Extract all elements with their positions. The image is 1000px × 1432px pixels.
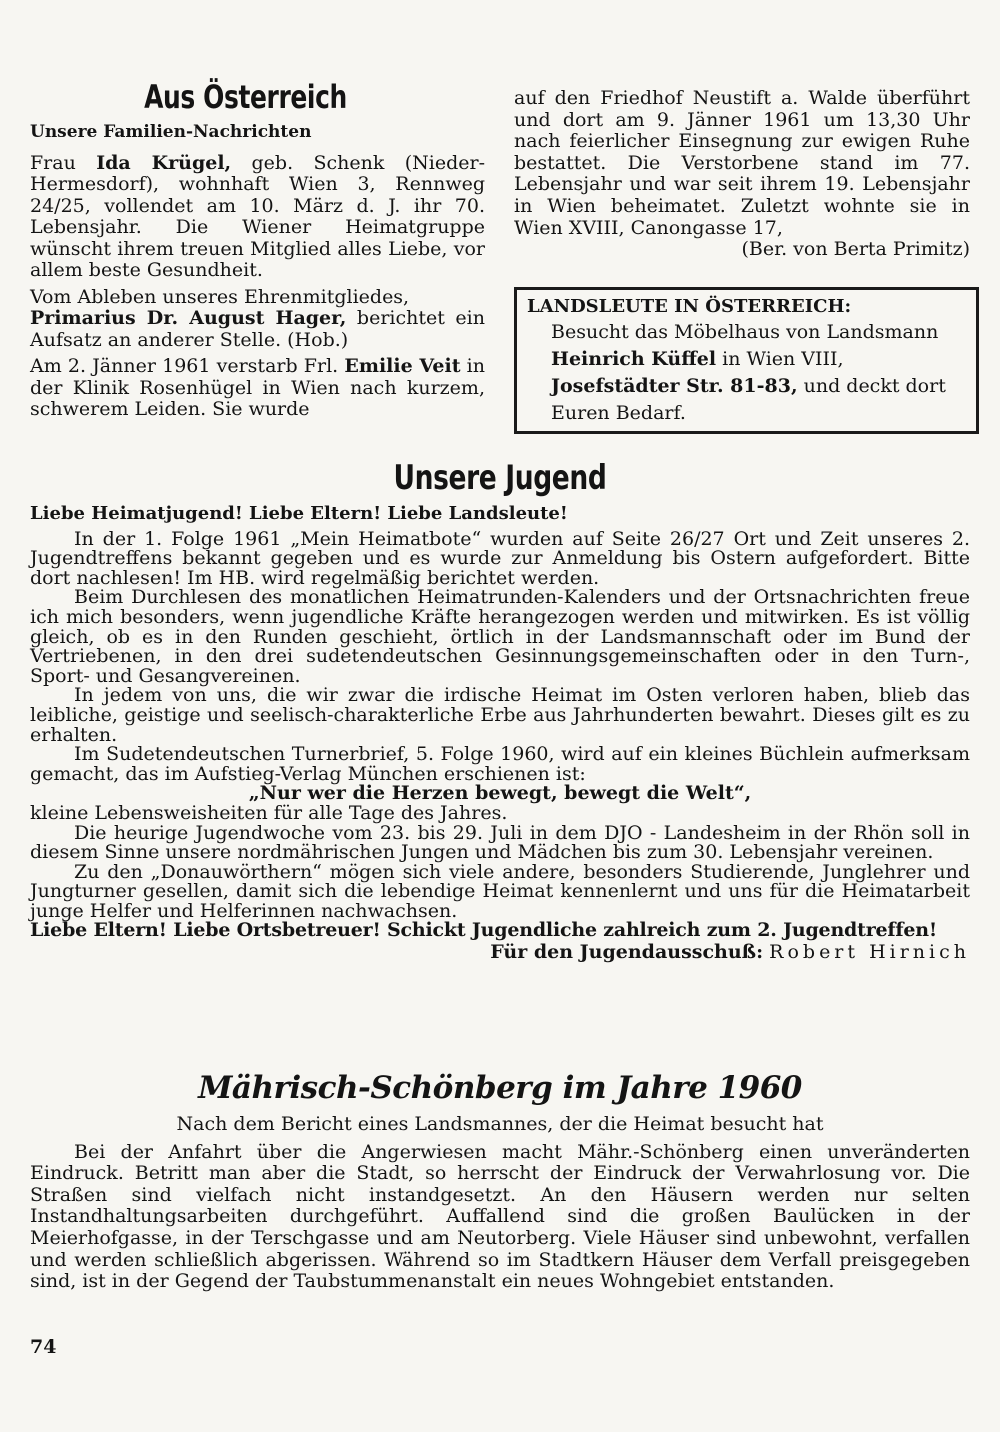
report-section [30,1070,970,1293]
birthday-notice: Frau Ida Krügel, geb. Schenk (Nieder-Hermesdorf), wohnhaft Wien 3, Rennweg 24/25, vollendet am 10. März d. J. ihr 70. Lebensjahr. Die Wiener Heimatgruppe wünscht ihrem treuen Mitglied alles Liebe, vor allem beste Gesundheit. [30,151,485,281]
family-news-subheading: Unsere Familien-Nachrichten [30,122,312,142]
section-heading-youth: Unsere Jugend [393,458,607,498]
youth-paragraph-3: In jedem von uns, die wir zwar die irdische Heimat im Osten verloren haben, blieb das leibliche, geistige und seelisch-charakterliche Erbe aus Jahrhunderten bewahrt. Dieses gilt es zu erhalten. [30,684,970,746]
youth-paragraph-7: Zu den „Donauwörthern“ mögen sich viele andere, besonders Studierende, Junglehrer und Jungturner gesellen, damit sich die lebendige Heimat kennenlernt und uns für die Heimatarbeit junge Helfer und Helferinnen nachwachsen. [30,860,970,922]
report-credit: (Ber. von Berta Primitz) [741,238,970,261]
youth-signature: Für den Jugendausschuß: Robert Hirnich [490,941,970,964]
report-body: Bei der Anfahrt über die Angerwiesen macht Mähr.-Schönberg einen unveränderten Eindruck. Betritt man aber die Stadt, so herrscht der Eindruck der Verwahrlosung vor. Die Straßen sind vielfach nicht instandgesetzt. An den Häusern werden nur selten Instandhaltungsarbeiten durchgeführt. Auffallend sind die großen Baulücken in der Meierhofgasse, in der Terschgasse und am Neutorberg. Viele Häuser sind unbewohnt, verfallen und werden schließlich abgerissen. Während so im Stadtkern Häuser dem Verfall preisgegeben sind, ist in der Gegend der Taubstummenanstalt ein neues Wohngebiet entstanden. [30,1140,970,1293]
youth-appeal: Liebe Eltern! Liebe Ortsbetreuer! Schickt Jugendliche zahlreich zum 2. Jugendtreffen! [30,919,938,942]
youth-paragraph-1: In der 1. Folge 1961 „Mein Heimatbote“ wurden auf Seite 26/27 Ort und Zeit unseres 2. Jugendtreffens bekannt gegeben und es wurde zur Anmeldung bis Ostern aufgefordert. Bitte dort nachlesen! Im HB. wird regelmäßig berichtet werden. [30,527,970,589]
notice-title: LANDSLEUTE IN ÖSTERREICH: [527,296,852,317]
obituary-continuation: auf den Friedhof Neustift a. Walde überführt und dort am 9. Jänner 1961 um 13,30 Uhr nach feierlicher Einsegnung zur ewigen Ruhe bestattet. Die Verstorbene stand im 77. Lebensjahr und war seit ihrem 19. Lebensjahr in Wien beheimatet. Zuletzt wohnte sie in Wien XVIII, Canongasse 17, [514,87,970,239]
advertisement-box [514,287,979,434]
obituary-hager: Vom Ableben unseres Ehrenmitgliedes, Primarius Dr. August Hager, berichtet ein Aufsatz an anderer Stelle. (Hob.) [30,285,485,351]
book-title: „Nur wer die Herzen bewegt, bewegt die Welt“, [248,782,752,805]
youth-paragraph-5: kleine Lebensweisheiten für alle Tage des Jahres. [30,801,508,824]
youth-greeting: Liebe Heimatjugend! Liebe Eltern! Liebe Landsleute! [30,503,568,524]
youth-paragraph-2: Beim Durchlesen des monatlichen Heimatrunden-Kalenders und der Ortsnachrichten freue ich mich besonders, wenn jugendliche Kräfte herangezogen werden und mitwirken. Es ist völlig gleich, ob es in den Runden geschieht, örtlich in der Landsmannschaft oder im Bund der Vertriebenen, in den drei sudetendeutschen Gesinnungsgemeinschaften oder in den Turn-, Sport- und Gesangvereinen. [30,586,970,687]
report-subtitle: Nach dem Bericht eines Landsmannes, der die Heimat besucht hat [176,1113,824,1135]
page-number: 74 [30,1336,57,1358]
obituary-veit: Am 2. Jänner 1961 verstarb Frl. Emilie Veit in der Klinik Rosenhügel in Wien nach kurzem, schwerem Leiden. Sie wurde [30,355,485,420]
notice-body: Besucht das Möbelhaus von Landsmann Heinrich Küffel in Wien VIII, Josefstädter Str. 81-83, und deckt dort Euren Bedarf. [551,321,946,424]
right-column [514,88,970,261]
section-heading-austria: Aus Österreich [144,78,347,116]
left-column [30,78,485,421]
youth-section [30,458,970,963]
youth-paragraph-4: Im Sudetendeutschen Turnerbrief, 5. Folge 1960, wird auf ein kleines Büchlein aufmerksam gemacht, das im Aufstieg-Verlag München erschienen ist: [30,743,970,785]
section-heading-report: Mährisch-Schönberg im Jahre 1960 [198,1070,802,1106]
youth-paragraph-6: Die heurige Jugendwoche vom 23. bis 29. Juli in dem DJO - Landesheim in der Rhön soll in diesem Sinne unsere nordmährischen Jungen und Mädchen bis zum 30. Lebensjahr vereinen. [30,821,970,864]
